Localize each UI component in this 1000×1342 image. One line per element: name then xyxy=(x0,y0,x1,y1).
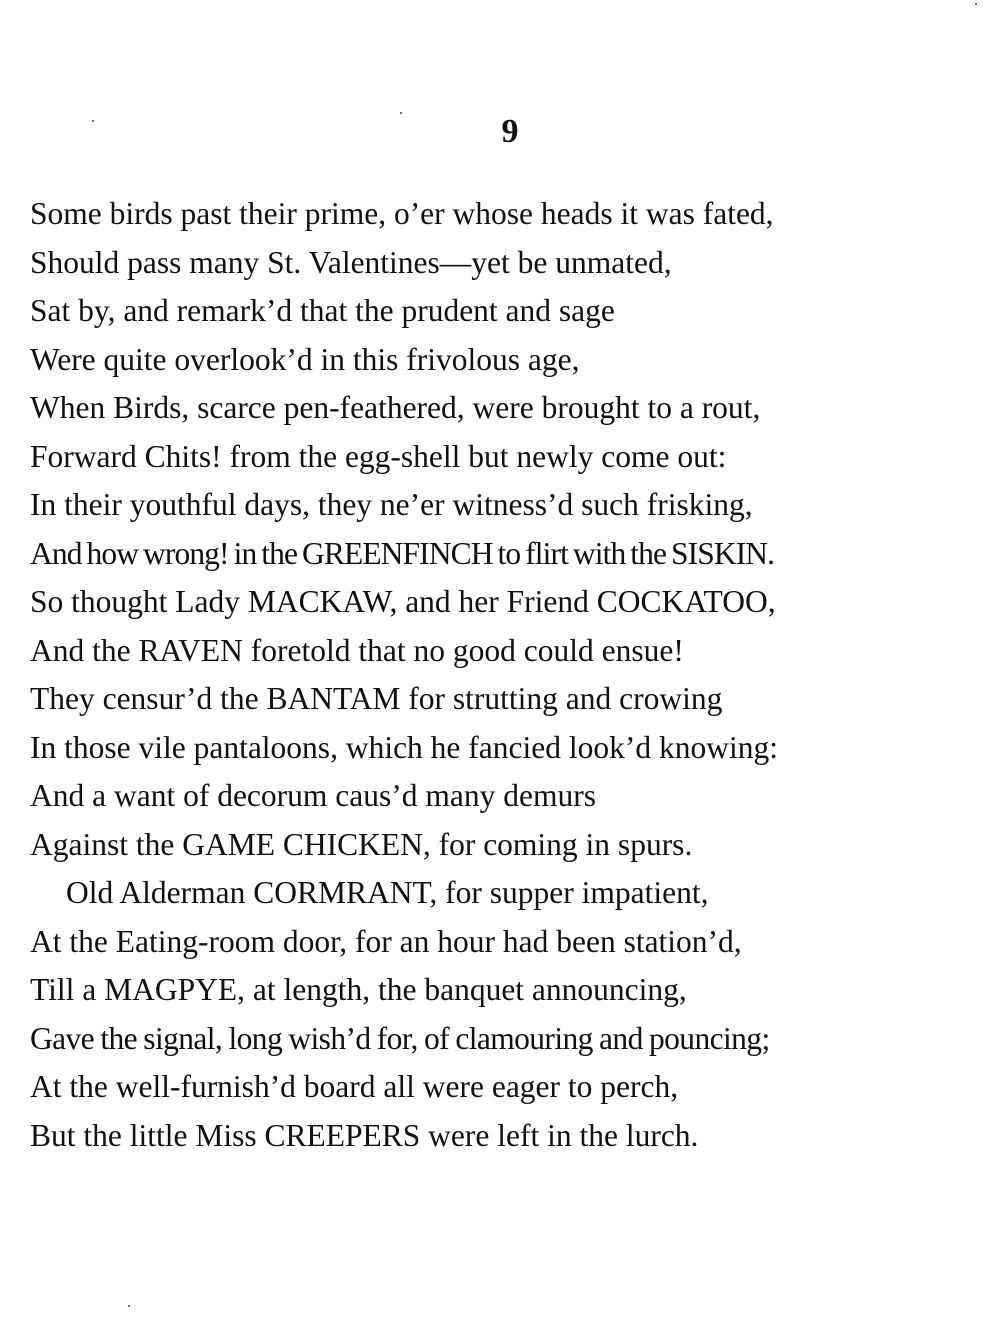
poem-line-16: At the Eating-room door, for an hour had been station’d, xyxy=(30,923,742,959)
scan-speck xyxy=(92,120,94,122)
poem-line-5: When Birds, scarce pen-feathered, were brought to a rout, xyxy=(30,390,761,425)
scan-speck xyxy=(975,3,977,5)
poem-line-3: Sat by, and remark’d that the prudent and sage xyxy=(30,293,615,328)
poem-line-7: In their youthful days, they ne’er witness’d such frisking, xyxy=(30,487,753,522)
poem-line-6: Forward Chits! from the egg-shell but newly come out: xyxy=(30,438,727,474)
poem-line-8: And how wrong! in the GREENFINCH to flirt with the SISKIN. xyxy=(30,535,775,571)
poem-line-17: Till a MAGPYE, at length, the banquet announcing, xyxy=(30,972,687,1007)
poem-line-19: At the well-furnish’d board all were eager to perch, xyxy=(30,1069,679,1104)
poem-line-1: Some birds past their prime, o’er whose heads it was fated, xyxy=(30,196,774,231)
poem-line-12: In those vile pantaloons, which he fancied look’d knowing: xyxy=(30,729,778,765)
poem-line-2: Should pass many St. Valentines—yet be unmated, xyxy=(30,244,672,280)
poem-line-18: Gave the signal, long wish’d for, of clamouring and pouncing; xyxy=(30,1020,770,1056)
poem-line-11: They censur’d the BANTAM for strutting and crowing xyxy=(30,681,723,716)
poem-line-13: And a want of decorum caus’d many demurs xyxy=(30,778,596,813)
scan-speck xyxy=(128,1305,130,1307)
poem-line-20: But the little Miss CREEPERS were left in the lurch. xyxy=(30,1117,699,1153)
scan-speck xyxy=(400,112,402,114)
poem-line-10: And the RAVEN foretold that no good could ensue! xyxy=(30,632,684,668)
poem-text xyxy=(30,190,995,1160)
poem-line-14: Against the GAME CHICKEN, for coming in spurs. xyxy=(30,826,693,862)
poem-line-4: Were quite overlook’d in this frivolous age, xyxy=(30,341,580,377)
poem-line-15: Old Alderman CORMRANT, for supper impatient, xyxy=(66,875,709,910)
page-number: 9 xyxy=(501,113,519,150)
poem-line-9: So thought Lady MACKAW, and her Friend COCKATOO, xyxy=(30,584,776,619)
